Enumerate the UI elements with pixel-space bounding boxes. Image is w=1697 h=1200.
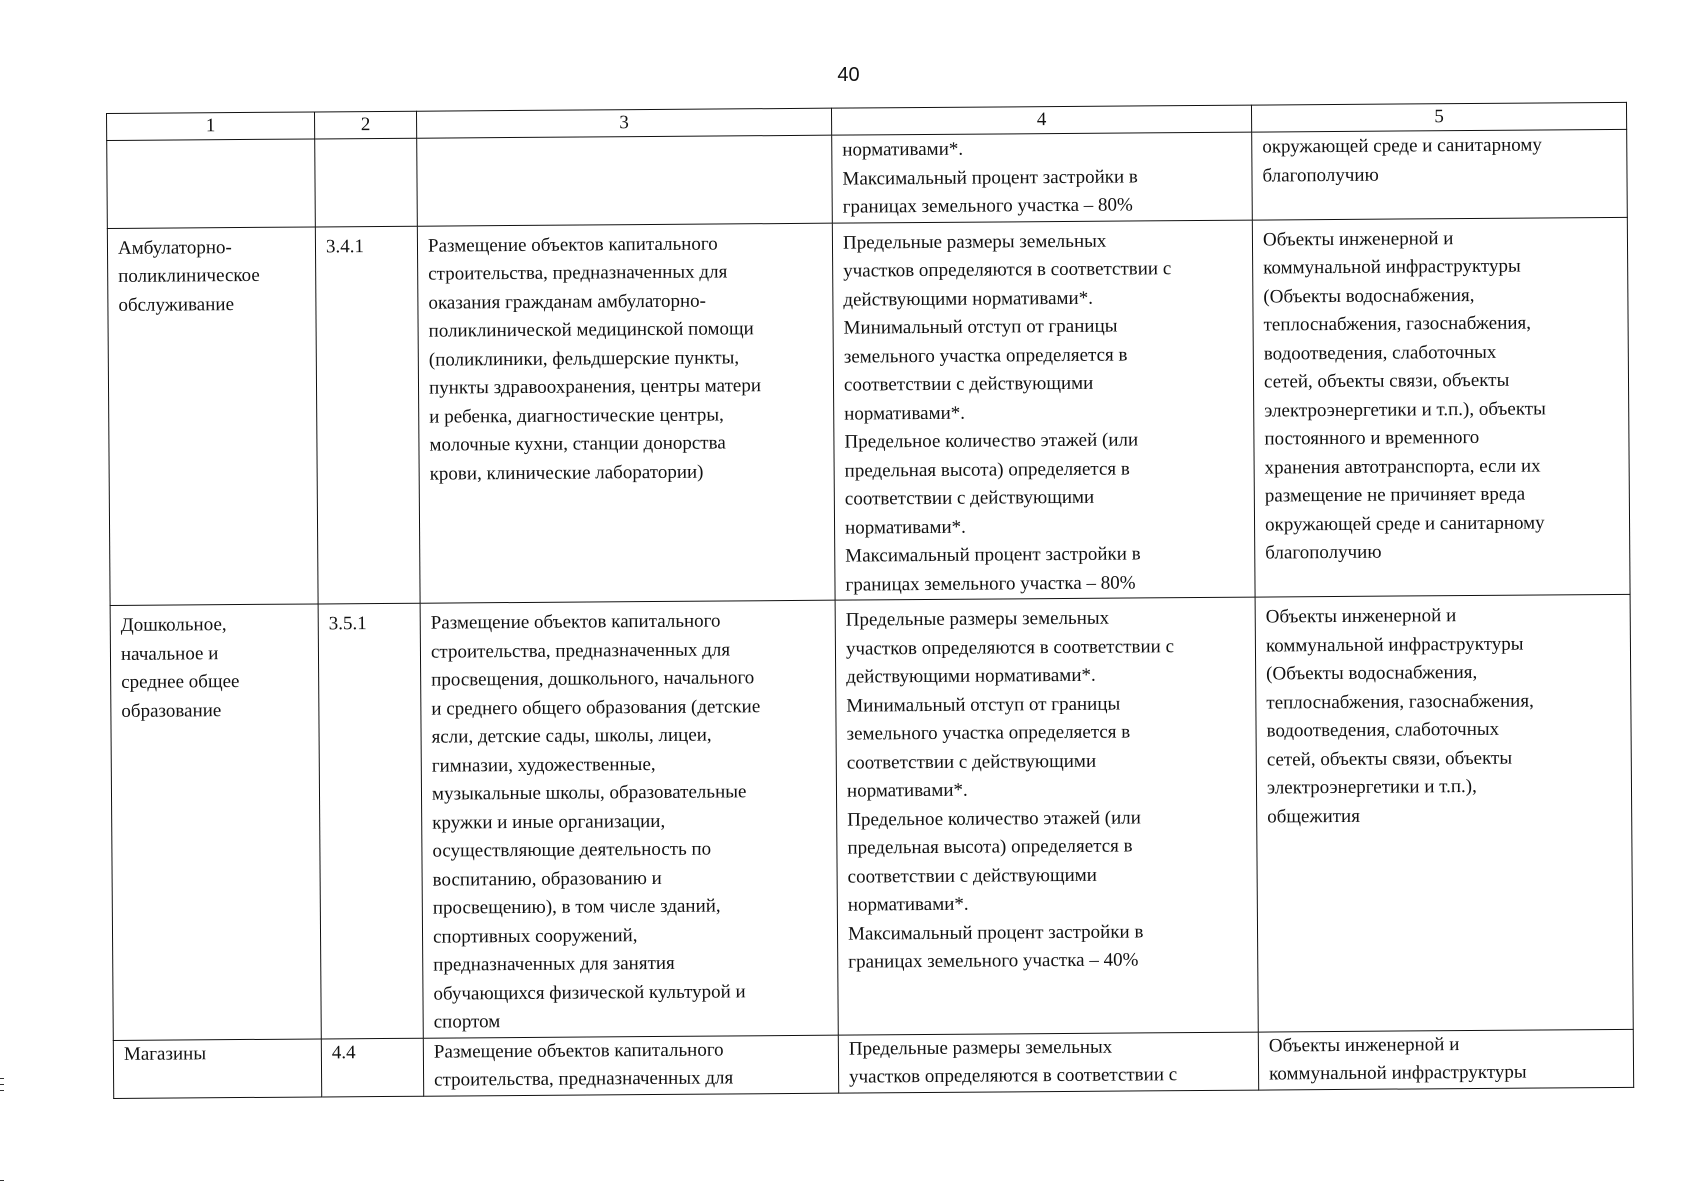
text-line: предельная высота) определяется в <box>844 458 1130 482</box>
text-line: размещение не причиняет вреда <box>1264 483 1526 507</box>
cell-code <box>321 1038 423 1097</box>
text-line: земельного участка определяется в <box>843 344 1128 368</box>
text-line: участков определяются в соответствии с <box>843 258 1172 282</box>
text-line: водоотведения, слаботочных <box>1263 341 1497 365</box>
scan-margin-mark <box>0 1090 4 1091</box>
text-line: сетей, объекты связи, объекты <box>1263 369 1510 393</box>
text-line: среднее общее <box>121 671 240 693</box>
text-line: участков определяются в соответствии с <box>845 635 1175 660</box>
text-line: строительства, предназначенных для <box>428 261 728 285</box>
text-line: водоотведения, слаботочных <box>1266 718 1500 742</box>
table-row-continuation <box>107 129 1628 228</box>
text-line: оказания гражданам амбулаторно- <box>428 290 706 314</box>
text-line: предельная высота) определяется в <box>847 835 1133 859</box>
text-line: Размещение объектов капитального <box>433 1038 724 1063</box>
text-line: сетей, объекты связи, объекты <box>1266 747 1513 771</box>
text-line: (Объекты водоснабжения, <box>1266 661 1478 685</box>
text-line: коммунальной инфраструктуры <box>1268 1061 1527 1085</box>
text-line: осуществляющие деятельность по <box>432 838 712 862</box>
text-line: Предельные размеры земельных <box>842 230 1107 254</box>
text-line: коммунальной инфраструктуры <box>1263 255 1521 279</box>
cell-permitted-objects <box>1258 1029 1633 1090</box>
text-line: границах земельного участка – 80% <box>845 571 1136 596</box>
cell-description <box>417 223 835 604</box>
table-row-general-education <box>110 594 1633 1040</box>
text-line: начальное и <box>120 642 219 665</box>
text-line: кружки и иные организации, <box>432 810 666 834</box>
text-line: Максимальный процент застройки в <box>842 165 1138 190</box>
text-line: и среднего общего образования (детские <box>431 695 761 720</box>
cell-permitted-objects <box>1252 217 1630 597</box>
text-line: спортом <box>433 1011 501 1033</box>
text-line: благополучию <box>1265 541 1382 564</box>
text-line: участков определяются в соответствии с <box>849 1064 1178 1088</box>
text-line: соответствии с действующими <box>843 372 1094 396</box>
text-line: и ребенка, диагностические центры, <box>429 403 724 428</box>
text-line: действующими нормативами*. <box>843 287 1094 311</box>
text-line: благополучию <box>1262 164 1379 187</box>
text-line: Амбулаторно- <box>117 236 232 259</box>
text-line: Объекты инженерной и <box>1268 1033 1460 1057</box>
cell-parameters <box>835 597 1258 1035</box>
text-line: действующими нормативами*. <box>846 664 1096 688</box>
text-line: 3.5.1 <box>328 613 367 635</box>
scan-margin-mark <box>0 1078 4 1079</box>
text-line: Предельные размеры земельных <box>845 607 1110 631</box>
text-line: общежития <box>1267 805 1361 828</box>
text-line: электроэнергетики и т.п.), объекты <box>1264 397 1546 422</box>
text-line: воспитанию, образованию и <box>432 867 662 891</box>
text-line: строительства, предназначенных для <box>434 1067 734 1091</box>
text-line: хранения автотранспорта, если их <box>1264 454 1541 479</box>
land-use-table <box>106 102 1634 1099</box>
text-line: 3.4.1 <box>325 235 365 257</box>
table-row-shops <box>113 1029 1633 1098</box>
text-line: нормативами*. <box>844 516 966 539</box>
text-line: молочные кухни, станции донорства <box>429 432 726 456</box>
text-line: музыкальные школы, образовательные <box>431 781 747 805</box>
land-use-table-wrapper <box>106 102 1633 1099</box>
text-line: соответствии с действующими <box>847 864 1097 888</box>
text-line: Размещение объектов капитального <box>430 610 721 634</box>
text-line: соответствии с действующими <box>844 486 1095 510</box>
text-line: нормативами*. <box>847 893 969 916</box>
text-line: пункты здравоохранения, центры матери <box>428 375 762 399</box>
text-line: электроэнергетики и т.п.), <box>1266 775 1477 799</box>
text-line: Минимальный отступ от границы <box>846 693 1121 717</box>
text-line: строительства, предназначенных для <box>430 638 731 663</box>
cell-description <box>420 600 838 1038</box>
cell-description <box>423 1035 838 1096</box>
cell-use-name <box>110 604 321 1040</box>
text-line: границах земельного участка – 40% <box>848 949 1139 973</box>
cell-use-name <box>107 139 316 228</box>
text-line: Предельное количество этажей (или <box>844 429 1139 453</box>
text-line: предназначенных для занятия <box>433 952 675 976</box>
text-line: Предельное количество этажей (или <box>847 806 1141 831</box>
column-header-3: 3 <box>416 108 831 138</box>
text-line: обслуживание <box>118 293 235 316</box>
cell-use-name <box>113 1038 321 1098</box>
text-line: Объекты инженерной и <box>1265 605 1457 628</box>
text-line: нормативами*. <box>846 779 968 802</box>
text-line: поликлинической медицинской помощи <box>428 318 754 342</box>
text-line: Дошкольное, <box>120 614 227 636</box>
column-header-5: 5 <box>1251 102 1626 132</box>
text-line: земельного участка определяется в <box>846 721 1131 745</box>
cell-code <box>315 138 418 226</box>
table-row-ambulatory-care <box>107 217 1630 606</box>
text-line: границах земельного участка – 80% <box>842 194 1133 218</box>
cell-description <box>417 135 833 226</box>
scan-margin-mark <box>0 1180 4 1181</box>
text-line: теплоснабжения, газоснабжения, <box>1266 690 1534 714</box>
column-header-1: 1 <box>107 112 315 141</box>
cell-code <box>315 226 420 604</box>
scan-margin-mark <box>0 1084 4 1085</box>
text-line: окружающей среде и санитарному <box>1262 134 1542 158</box>
text-line: просвещения, дошкольного, начального <box>431 667 755 691</box>
column-header-2: 2 <box>314 111 416 139</box>
text-line: 4.4 <box>331 1041 356 1063</box>
text-line: нормативами*. <box>842 138 964 161</box>
text-line: Максимальный процент застройки в <box>847 920 1144 945</box>
cell-permitted-objects <box>1255 594 1633 1031</box>
text-line: постоянного и временного <box>1264 426 1480 450</box>
cell-use-name <box>107 226 318 605</box>
text-line: поликлиническое <box>118 264 260 287</box>
cell-parameters <box>838 1032 1258 1093</box>
text-line: ясли, детские сады, школы, лицеи, <box>431 724 712 748</box>
text-line: образование <box>121 699 222 722</box>
text-line: (Объекты водоснабжения, <box>1263 284 1475 308</box>
cell-code <box>318 603 423 1038</box>
text-line: Магазины <box>123 1042 207 1065</box>
text-line: соответствии с действующими <box>846 750 1097 774</box>
cell-parameters <box>832 220 1255 601</box>
text-line: спортивных сооружений, <box>432 924 638 948</box>
page-number: 40 <box>837 64 860 86</box>
cell-parameters <box>832 132 1253 223</box>
text-line: Объекты инженерной и <box>1262 227 1454 251</box>
text-line: Предельные размеры земельных <box>848 1036 1113 1060</box>
text-line: просвещению), в том числе зданий, <box>432 895 721 919</box>
text-line: крови, клинические лаборатории) <box>429 461 704 485</box>
text-line: коммунальной инфраструктуры <box>1265 633 1524 657</box>
text-line: Минимальный отступ от границы <box>843 315 1118 339</box>
column-header-4: 4 <box>831 105 1251 135</box>
text-line: обучающихся физической культурой и <box>433 980 746 1005</box>
text-line: Максимальный процент застройки в <box>845 543 1141 567</box>
cell-permitted-objects <box>1252 129 1628 219</box>
text-line: нормативами*. <box>844 402 966 425</box>
text-line: гимназии, художественные, <box>431 753 656 777</box>
text-line: (поликлиники, фельдшерские пункты, <box>428 346 740 371</box>
text-line: теплоснабжения, газоснабжения, <box>1263 312 1532 336</box>
text-line: Размещение объектов капитального <box>427 233 718 257</box>
text-line: окружающей среде и санитарному <box>1264 511 1545 536</box>
